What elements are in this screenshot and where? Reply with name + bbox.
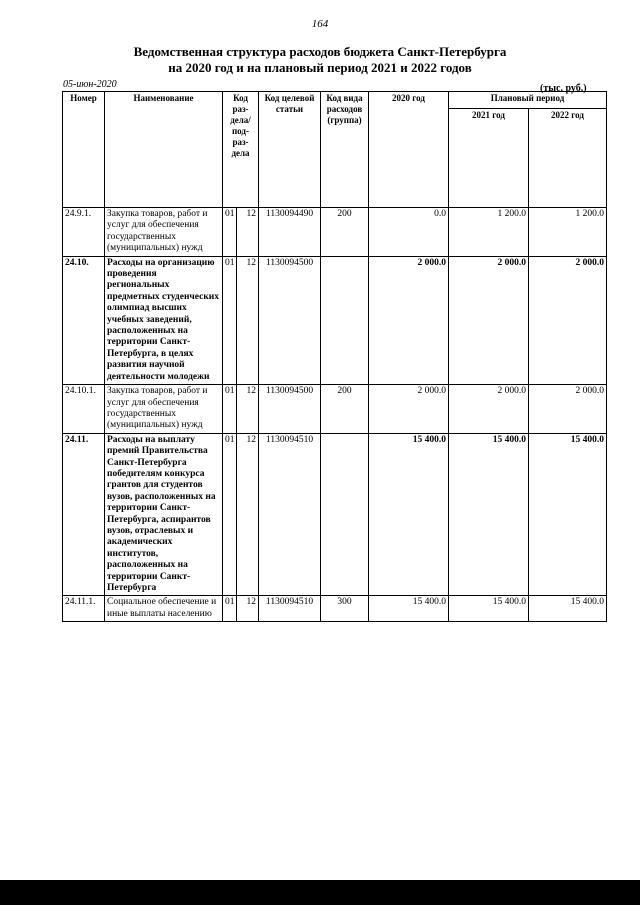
header-target-code: Код целевой статьи	[259, 92, 321, 208]
title-line-2: на 2020 год и на плановый период 2021 и 2022 годов	[168, 60, 472, 75]
budget-table	[62, 91, 607, 622]
row-number: 24.9.1.	[63, 208, 105, 257]
header-expense-type: Код вида расходов (группа)	[321, 92, 369, 208]
unit-label: (тыс. руб.)	[540, 83, 587, 94]
table-row	[63, 256, 607, 384]
table-row	[63, 208, 607, 257]
row-amount-2020: 2 000.0	[369, 385, 449, 434]
table-row	[63, 385, 607, 434]
row-expense-type	[321, 256, 369, 384]
row-amount-2021: 2 000.0	[449, 256, 529, 384]
title-line-1: Ведомственная структура расходов бюджета Санкт-Петербурга	[133, 44, 507, 59]
header-year-2021: 2021 год	[449, 109, 529, 208]
row-subsection: 12	[237, 596, 259, 622]
scan-border	[0, 880, 640, 905]
header-year-2020: 2020 год	[369, 92, 449, 208]
table-row	[63, 433, 607, 596]
row-amount-2022: 2 000.0	[529, 385, 607, 434]
header-number: Номер	[63, 92, 105, 208]
row-target-code: 1130094500	[259, 385, 321, 434]
row-subsection: 12	[237, 433, 259, 596]
row-section: 01	[223, 433, 237, 596]
row-amount-2022: 15 400.0	[529, 433, 607, 596]
row-name: Социальное обеспечение и иные выплаты населению	[105, 596, 223, 622]
row-amount-2021: 15 400.0	[449, 433, 529, 596]
row-section: 01	[223, 385, 237, 434]
row-name: Расходы на организацию проведения региональных предметных студенческих олимпиад высших учебных заведений, расположенных на территории Санкт-Петербурга, в целях развития научной деятельности молодежи	[105, 256, 223, 384]
row-amount-2021: 15 400.0	[449, 596, 529, 622]
row-amount-2020: 15 400.0	[369, 433, 449, 596]
row-target-code: 1130094500	[259, 256, 321, 384]
row-subsection: 12	[237, 385, 259, 434]
header-year-2022: 2022 год	[529, 109, 607, 208]
header-section-code: Код раз-дела/ под-раз-дела	[223, 92, 259, 208]
row-amount-2020: 15 400.0	[369, 596, 449, 622]
row-amount-2020: 2 000.0	[369, 256, 449, 384]
row-name: Закупка товаров, работ и услуг для обеспечения государственных (муниципальных) нужд	[105, 208, 223, 257]
row-number: 24.10.	[63, 256, 105, 384]
row-name: Закупка товаров, работ и услуг для обеспечения государственных (муниципальных) нужд	[105, 385, 223, 434]
row-amount-2021: 1 200.0	[449, 208, 529, 257]
table-row	[63, 596, 607, 622]
row-amount-2022: 1 200.0	[529, 208, 607, 257]
row-number: 24.10.1.	[63, 385, 105, 434]
row-subsection: 12	[237, 208, 259, 257]
document-title	[0, 44, 640, 76]
row-expense-type: 200	[321, 208, 369, 257]
row-name: Расходы на выплату премий Правительства Санкт-Петербурга победителям конкурса грантов для студентов вузов, расположенных на территории Санкт-Петербурга, аспирантов вузов, отраслевых и академических институтов, расположенных на территории Санкт-Петербурга	[105, 433, 223, 596]
row-subsection: 12	[237, 256, 259, 384]
row-amount-2022: 15 400.0	[529, 596, 607, 622]
header-plan-period: Плановый период	[449, 92, 607, 109]
row-amount-2022: 2 000.0	[529, 256, 607, 384]
row-expense-type: 300	[321, 596, 369, 622]
row-expense-type: 200	[321, 385, 369, 434]
row-target-code: 1130094510	[259, 433, 321, 596]
row-amount-2020: 0.0	[369, 208, 449, 257]
header-name: Наименование	[105, 92, 223, 208]
row-target-code: 1130094510	[259, 596, 321, 622]
page-number: 164	[311, 18, 329, 30]
row-section: 01	[223, 256, 237, 384]
row-section: 01	[223, 208, 237, 257]
row-expense-type	[321, 433, 369, 596]
row-section: 01	[223, 596, 237, 622]
row-target-code: 1130094490	[259, 208, 321, 257]
row-amount-2021: 2 000.0	[449, 385, 529, 434]
document-date: 05-июн-2020	[63, 79, 117, 90]
row-number: 24.11.1.	[63, 596, 105, 622]
row-number: 24.11.	[63, 433, 105, 596]
